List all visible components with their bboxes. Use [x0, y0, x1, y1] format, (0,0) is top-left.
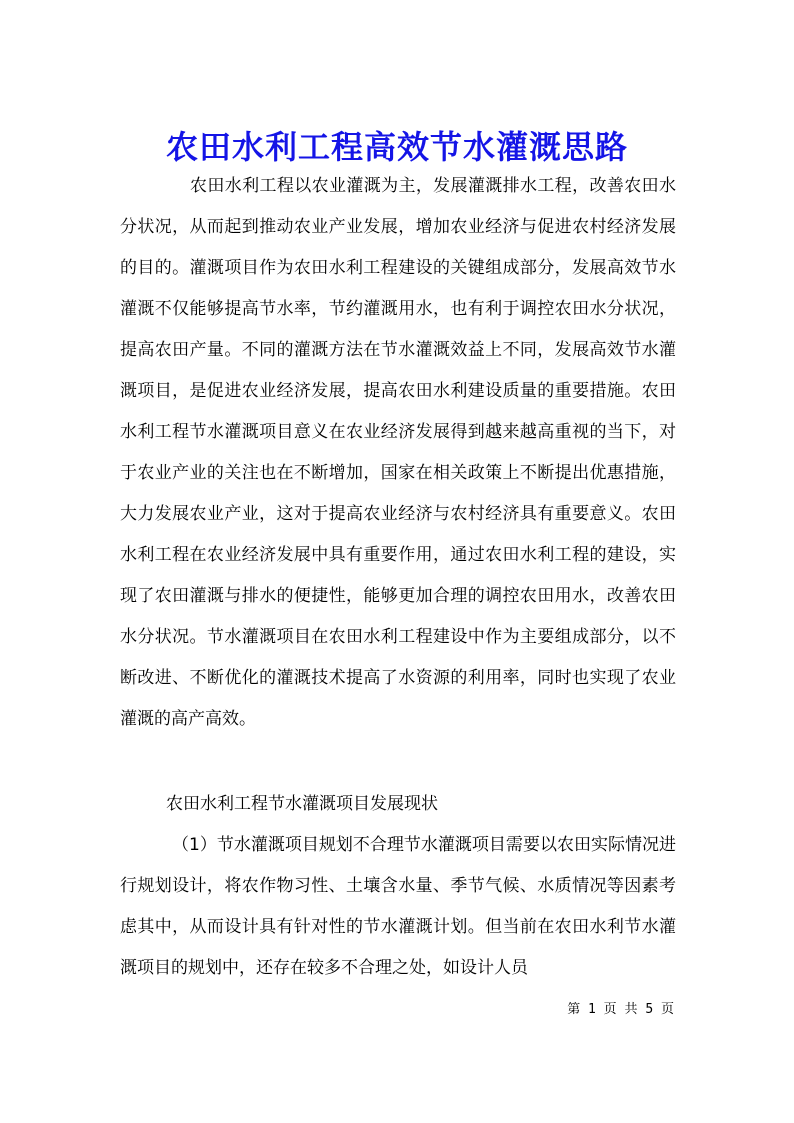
section-paragraph: （1）节水灌溉项目规划不合理节水灌溉项目需要以农田实际情况进行规划设计，将农作物习性、土壤含水量、季节气候、水质情况等因素考虑其中，从而设计具有针对性的节水灌溉计划。但当前在农田水利节水灌溉项目的规划中，还存在较多不合理之处，如设计人员	[120, 835, 676, 978]
document-title: 农田水利工程高效节水灌溉思路	[165, 128, 628, 167]
page-number-footer: 第 1 页 共 5 页	[567, 1002, 674, 1017]
intro-paragraph: 农田水利工程以农业灌溉为主，发展灌溉排水工程，改善农田水分状况，从而起到推动农业产业发展，增加农业经济与促进农村经济发展的目的。灌溉项目作为农田水利工程建设的关键组成部分，发展高效节水灌溉不仅能够提高节水率，节约灌溉用水，也有利于调控农田水分状况，提高农田产量。不同的灌溉方法在节水灌溉效益上不同，发展高效节水灌溉项目，是促进农业经济发展，提高农田水利建设质量的重要措施。农田水利工程节水灌溉项目意义在农业经济发展得到越来越高重视的当下，对于农业产业的关注也在不断增加，国家在相关政策上不断提出优惠措施，大力发展农业产业，这对于提高农业经济与农村经济具有重要意义。农田水利工程在农业经济发展中具有重要作用，通过农田水利工程的建设，实现了农田灌溉与排水的便捷性，能够更加合理的调控农田用水，改善农田水分状况。节水灌溉项目在农田水利工程建设中作为主要组成部分，以不断改进、不断优化的灌溉技术提高了水资源的利用率，同时也实现了农业灌溉的高产高效。	[120, 176, 676, 729]
section-heading: 农田水利工程节水灌溉项目发展现状	[166, 794, 438, 814]
